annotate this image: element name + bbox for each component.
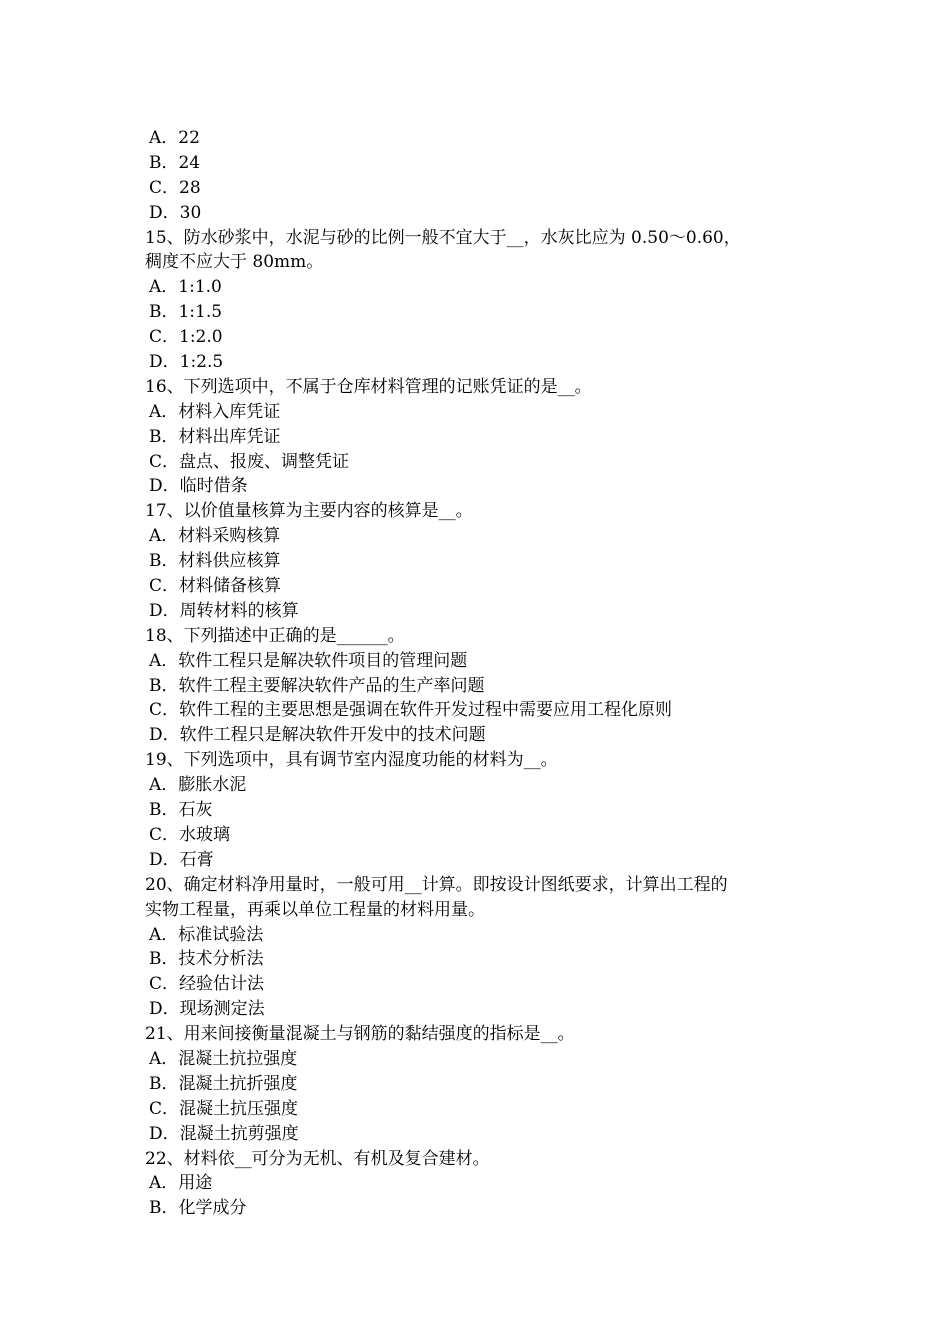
answer-option-line: A．用途 bbox=[149, 1173, 213, 1194]
answer-option-line: C．水玻璃 bbox=[149, 824, 231, 845]
answer-option-line: B．材料供应核算 bbox=[149, 551, 281, 572]
answer-option-line: D．混凝土抗剪强度 bbox=[149, 1123, 299, 1144]
answer-option-line: A．材料采购核算 bbox=[149, 526, 281, 547]
answer-option-line: B．混凝土抗折强度 bbox=[149, 1073, 298, 1094]
answer-option-line: D．30 bbox=[149, 202, 202, 223]
question-text-line: 15、防水砂浆中，水泥与砂的比例一般不宜大于__，水灰比应为 0.50～0.60， bbox=[145, 227, 741, 248]
answer-option-line: D．现场测定法 bbox=[149, 999, 265, 1020]
answer-option-line: B．24 bbox=[149, 152, 201, 173]
answer-option-line: C．经验估计法 bbox=[149, 974, 265, 995]
answer-option-line: B．石灰 bbox=[149, 800, 213, 821]
answer-option-line: C．28 bbox=[149, 177, 201, 198]
answer-option-line: C．材料储备核算 bbox=[149, 576, 282, 597]
answer-option-line: A．软件工程只是解决软件项目的管理问题 bbox=[149, 650, 468, 671]
question-text-line: 22、材料依__可分为无机、有机及复合建材。 bbox=[145, 1148, 490, 1169]
answer-option-line: C．软件工程的主要思想是强调在软件开发过程中需要应用工程化原则 bbox=[149, 700, 673, 721]
question-text-line: 19、下列选项中，具有调节室内湿度功能的材料为__。 bbox=[145, 750, 558, 771]
answer-option-line: D．临时借条 bbox=[149, 476, 248, 497]
answer-option-line: D．周转材料的核算 bbox=[149, 600, 299, 621]
answer-option-line: A．1:1.0 bbox=[149, 277, 222, 298]
question-text-line: 17、以价值量核算为主要内容的核算是__。 bbox=[145, 501, 473, 522]
answer-option-line: A．材料入库凭证 bbox=[149, 401, 281, 422]
answer-option-line: A．标准试验法 bbox=[149, 924, 264, 945]
question-text-line: 18、下列描述中正确的是______。 bbox=[145, 625, 405, 646]
question-text-line: 20、确定材料净用量时，一般可用__计算。即按设计图纸要求，计算出工程的 bbox=[145, 874, 728, 895]
question-text-line: 稠度不应大于 80mm。 bbox=[145, 252, 324, 273]
document-body bbox=[145, 126, 825, 1221]
answer-option-line: B．技术分析法 bbox=[149, 949, 264, 970]
answer-option-line: D．1:2.5 bbox=[149, 352, 224, 373]
answer-option-line: D．软件工程只是解决软件开发中的技术问题 bbox=[149, 725, 486, 746]
answer-option-line: A．膨胀水泥 bbox=[149, 775, 247, 796]
answer-option-line: B．材料出库凭证 bbox=[149, 426, 281, 447]
answer-option-line: A．混凝土抗拉强度 bbox=[149, 1048, 298, 1069]
answer-option-line: D．石膏 bbox=[149, 849, 214, 870]
question-text-line: 实物工程量，再乘以单位工程量的材料用量。 bbox=[145, 899, 485, 920]
answer-option-line: C．混凝土抗压强度 bbox=[149, 1098, 299, 1119]
answer-option-line: B．软件工程主要解决软件产品的生产率问题 bbox=[149, 675, 485, 696]
answer-option-line: C．1:2.0 bbox=[149, 327, 223, 348]
question-text-line: 16、下列选项中，不属于仓库材料管理的记账凭证的是__。 bbox=[145, 376, 592, 397]
answer-option-line: B．1:1.5 bbox=[149, 302, 223, 323]
answer-option-line: C．盘点、报废、调整凭证 bbox=[149, 451, 350, 472]
answer-option-line: A．22 bbox=[149, 128, 200, 148]
question-text-line: 21、用来间接衡量混凝土与钢筋的黏结强度的指标是__。 bbox=[145, 1024, 575, 1045]
answer-option-line: B．化学成分 bbox=[149, 1198, 247, 1219]
